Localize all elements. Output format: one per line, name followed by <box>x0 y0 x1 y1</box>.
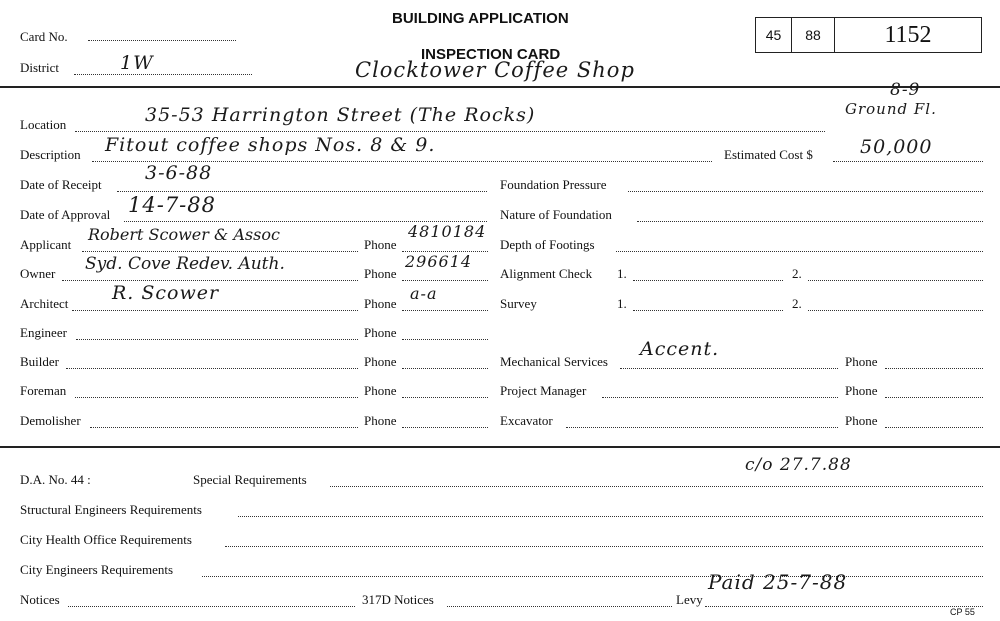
project-name: Clocktower Coffee Shop <box>355 58 635 82</box>
special-requirements-label: Special Requirements <box>193 472 307 487</box>
alignment-check-1-line <box>633 280 783 281</box>
depth-of-footings-line <box>616 251 983 252</box>
architect-line <box>72 310 358 311</box>
architect-value: R. Scower <box>112 282 220 304</box>
city-health-line <box>225 546 983 547</box>
mechanical-services-value: Accent. <box>640 338 720 360</box>
demolisher-line <box>90 427 358 428</box>
district-value: 1W <box>120 52 154 74</box>
architect-phone-label: Phone <box>364 296 397 311</box>
structural-engineers-label: Structural Engineers Requirements <box>20 502 202 517</box>
foreman-phone-label: Phone <box>364 383 397 398</box>
demolisher-label: Demolisher <box>20 413 81 428</box>
notices-label: Notices <box>20 592 60 607</box>
applicant-phone-value: 4810184 <box>408 222 487 241</box>
mechanical-services-label: Mechanical Services <box>500 354 608 369</box>
description-label: Description <box>20 147 81 162</box>
top-rule <box>0 86 1000 88</box>
card-number: 1152 <box>884 21 932 48</box>
alignment-check-2-line <box>808 280 983 281</box>
project-manager-label: Project Manager <box>500 383 587 398</box>
excavator-phone-label: Phone <box>845 413 878 428</box>
applicant-line <box>82 251 358 252</box>
card-number-box <box>834 17 982 53</box>
levy-label: Levy <box>676 592 703 607</box>
description-value: Fitout coffee shops Nos. 8 & 9. <box>105 134 436 156</box>
survey-label: Survey <box>500 296 537 311</box>
survey-1-line <box>633 310 783 311</box>
demolisher-phone-line <box>402 427 488 428</box>
applicant-phone-label: Phone <box>364 237 397 252</box>
nature-of-foundation-label: Nature of Foundation <box>500 207 612 222</box>
location-label: Location <box>20 117 67 132</box>
foreman-label: Foreman <box>20 383 67 398</box>
owner-label: Owner <box>20 266 56 281</box>
date-of-approval-value: 14-7-88 <box>128 193 216 217</box>
city-health-label: City Health Office Requirements <box>20 532 192 547</box>
mechanical-services-line <box>620 368 838 369</box>
card-box-b-value: 88 <box>805 27 821 43</box>
middle-rule <box>0 446 1000 448</box>
foreman-phone-line <box>402 397 488 398</box>
card-box-b <box>791 17 835 53</box>
applicant-value: Robert Scower & Assoc <box>88 225 280 244</box>
alignment-check-1: 1. <box>617 266 627 281</box>
applicant-label: Applicant <box>20 237 72 252</box>
builder-phone-label: Phone <box>364 354 397 369</box>
da-no-label: D.A. No. 44 : <box>20 472 91 487</box>
notices-317d-label: 317D Notices <box>362 592 434 607</box>
foundation-pressure-label: Foundation Pressure <box>500 177 607 192</box>
special-requirements-line <box>330 486 983 487</box>
engineer-line <box>76 339 358 340</box>
foundation-pressure-line <box>628 191 983 192</box>
special-requirements-value: c/o 27.7.88 <box>745 455 852 475</box>
notices-line <box>68 606 355 607</box>
depth-of-footings-label: Depth of Footings <box>500 237 595 252</box>
card-box-a-value: 45 <box>765 27 782 43</box>
foreman-line <box>75 397 358 398</box>
owner-phone-value: 296614 <box>405 252 473 271</box>
card-no-line <box>88 40 236 41</box>
mechanical-services-phone-label: Phone <box>845 354 878 369</box>
engineer-phone-line <box>402 339 488 340</box>
card-box-a <box>755 17 792 53</box>
date-of-receipt-label: Date of Receipt <box>20 177 102 192</box>
excavator-line <box>566 427 838 428</box>
engineer-label: Engineer <box>20 325 67 340</box>
form-code: CP 55 <box>950 607 975 617</box>
date-of-approval-label: Date of Approval <box>20 207 111 222</box>
nature-of-foundation-line <box>637 221 983 222</box>
excavator-phone-line <box>885 427 983 428</box>
floor-note: 8-9 <box>890 80 921 100</box>
district-label: District <box>20 60 59 75</box>
project-manager-phone-line <box>885 397 983 398</box>
owner-phone-label: Phone <box>364 266 397 281</box>
excavator-label: Excavator <box>500 413 553 428</box>
owner-line <box>62 280 358 281</box>
project-manager-line <box>602 397 838 398</box>
form-title: BUILDING APPLICATION <box>392 10 569 27</box>
location-line <box>75 131 825 132</box>
owner-value: Syd. Cove Redev. Auth. <box>85 254 285 274</box>
architect-phone-line <box>402 310 488 311</box>
demolisher-phone-label: Phone <box>364 413 397 428</box>
notices-317d-line <box>447 606 672 607</box>
form-subtitle: INSPECTION CARD <box>421 46 561 63</box>
builder-line <box>66 368 358 369</box>
floor-note-2: Ground Fl. <box>845 100 937 118</box>
levy-value: Paid 25-7-88 <box>708 570 848 594</box>
district-line <box>74 74 252 75</box>
project-manager-phone-label: Phone <box>845 383 878 398</box>
alignment-check-label: Alignment Check <box>500 266 593 281</box>
structural-engineers-line <box>238 516 983 517</box>
survey-1: 1. <box>617 296 627 311</box>
date-of-receipt-value: 3-6-88 <box>145 162 213 184</box>
builder-label: Builder <box>20 354 59 369</box>
levy-line <box>705 606 983 607</box>
location-value: 35-53 Harrington Street (The Rocks) <box>145 104 536 126</box>
owner-phone-line <box>402 280 488 281</box>
alignment-check-2: 2. <box>792 266 802 281</box>
estimated-cost-line <box>833 161 983 162</box>
estimated-cost-value: 50,000 <box>860 136 933 158</box>
card-no-label: Card No. <box>20 29 68 44</box>
survey-2-line <box>808 310 983 311</box>
mechanical-services-phone-line <box>885 368 983 369</box>
architect-phone-value: a-a <box>410 284 438 303</box>
survey-2: 2. <box>792 296 802 311</box>
engineer-phone-label: Phone <box>364 325 397 340</box>
date-of-receipt-line <box>117 191 487 192</box>
estimated-cost-label: Estimated Cost $ <box>724 147 813 162</box>
city-engineers-line <box>202 576 983 577</box>
city-engineers-label: City Engineers Requirements <box>20 562 174 577</box>
builder-phone-line <box>402 368 488 369</box>
architect-label: Architect <box>20 296 69 311</box>
